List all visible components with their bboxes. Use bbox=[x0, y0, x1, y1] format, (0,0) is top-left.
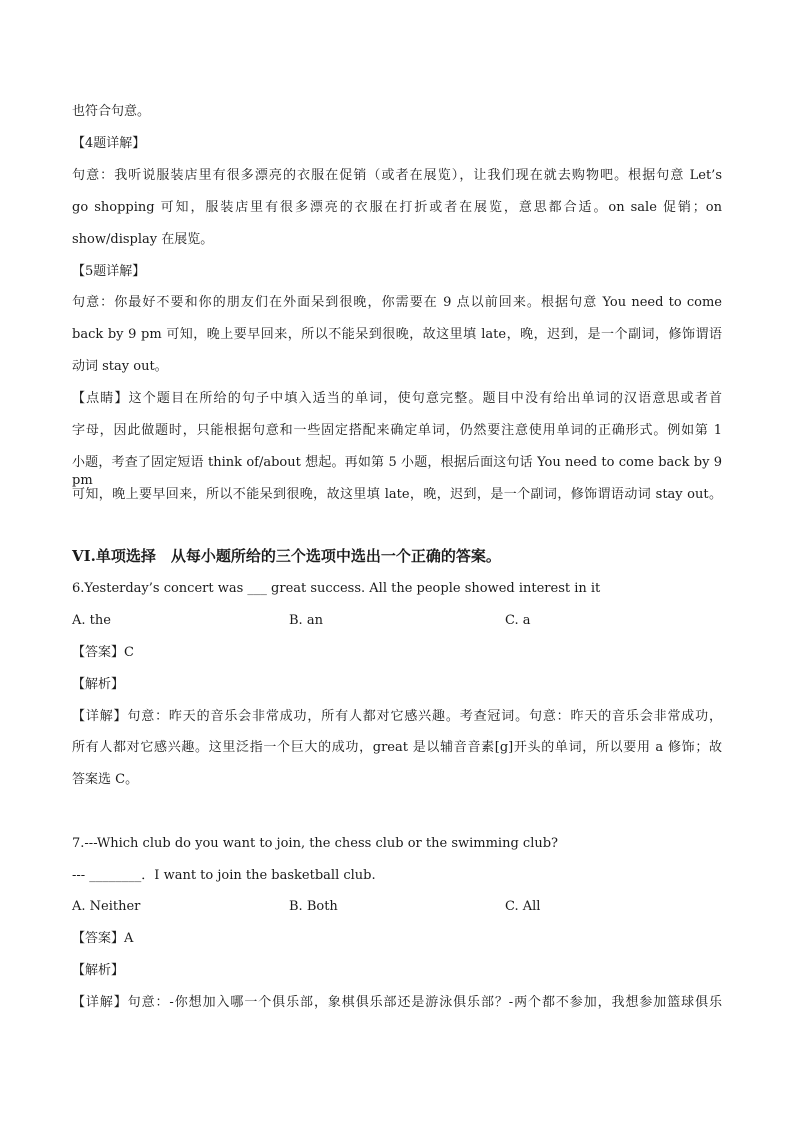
tip-paragraph-line: 字母，因此做题时，只能根据句意和一些固定搭配来确定单词，仍然要注意使用单词的正确形式。例如第 1 bbox=[72, 423, 722, 438]
text-line: 句意：我听说服装店里有很多漂亮的衣服在促销（或者在展览），让我们现在就去购物吧。根据句意 Let’s bbox=[72, 168, 722, 183]
text-line: 句意：你最好不要和你的朋友们在外面呆到很晚，你需要在 9 点以前回来。根据句意 You need to come bbox=[72, 295, 722, 310]
q7-detail-line: 【详解】句意：-你想加入哪一个俱乐部，象棋俱乐部还是游泳俱乐部？-两个都不参加，我想参加篮球俱乐 bbox=[72, 995, 722, 1010]
q7-option-c: C. All bbox=[505, 899, 541, 914]
q6-analysis-heading: 【解析】 bbox=[72, 677, 125, 692]
section-heading: VI.单项选择 从每小题所给的三个选项中选出一个正确的答案。 bbox=[72, 547, 501, 565]
q6-detail-line: 答案选 C。 bbox=[72, 772, 139, 787]
q7-option-a: A. Neither bbox=[72, 899, 141, 914]
q5-detail-heading: 【5题详解】 bbox=[72, 264, 146, 279]
tip-paragraph-line: 小题，考查了固定短语 think of/about 想起。再如第 5 小题，根据后面这句话 You need to come back by 9 pm bbox=[72, 455, 722, 488]
text-line: go shopping 可知，服装店里有很多漂亮的衣服在打折或者在展览，意思都合适。on sale 促销；on bbox=[72, 200, 722, 215]
q6-option-a: A. the bbox=[72, 613, 111, 628]
question-7: 7.---Which club do you want to join, the chess club or the swimming club? bbox=[72, 836, 559, 851]
q7-analysis-heading: 【解析】 bbox=[72, 963, 125, 978]
q7-answer: 【答案】A bbox=[72, 931, 134, 946]
text-line: 动词 stay out。 bbox=[72, 359, 168, 374]
text-line: show/display 在展览。 bbox=[72, 232, 214, 247]
q6-option-b: B. an bbox=[289, 613, 323, 628]
text-line: 也符合句意。 bbox=[72, 104, 151, 119]
q6-answer: 【答案】C bbox=[72, 645, 134, 660]
q6-detail-line: 所有人都对它感兴趣。这里泛指一个巨大的成功，great 是以辅音音素[g]开头的单词，所以要用 a 修饰；故 bbox=[72, 740, 722, 755]
q7-option-b: B. Both bbox=[289, 899, 338, 914]
q6-option-c: C. a bbox=[505, 613, 531, 628]
tip-paragraph-line: 可知，晚上要早回来，所以不能呆到很晚，故这里填 late，晚，迟到，是一个副词，修饰谓语动词 stay out。 bbox=[72, 487, 722, 502]
text-line: back by 9 pm 可知，晚上要早回来，所以不能呆到很晚，故这里填 late，晚，迟到，是一个副词，修饰谓语 bbox=[72, 327, 722, 342]
q6-detail-line: 【详解】句意：昨天的音乐会非常成功，所有人都对它感兴趣。考查冠词。句意：昨天的音乐会非常成功， bbox=[72, 709, 722, 724]
tip-paragraph-line: 【点睛】这个题目在所给的句子中填入适当的单词，使句意完整。题目中没有给出单词的汉语意思或者首 bbox=[72, 391, 722, 406]
q4-detail-heading: 【4题详解】 bbox=[72, 136, 146, 151]
question-6: 6.Yesterday’s concert was ___ great success. All the people showed interest in it bbox=[72, 581, 601, 596]
question-7-reply: --- ________．I want to join the basketball club. bbox=[72, 868, 376, 883]
